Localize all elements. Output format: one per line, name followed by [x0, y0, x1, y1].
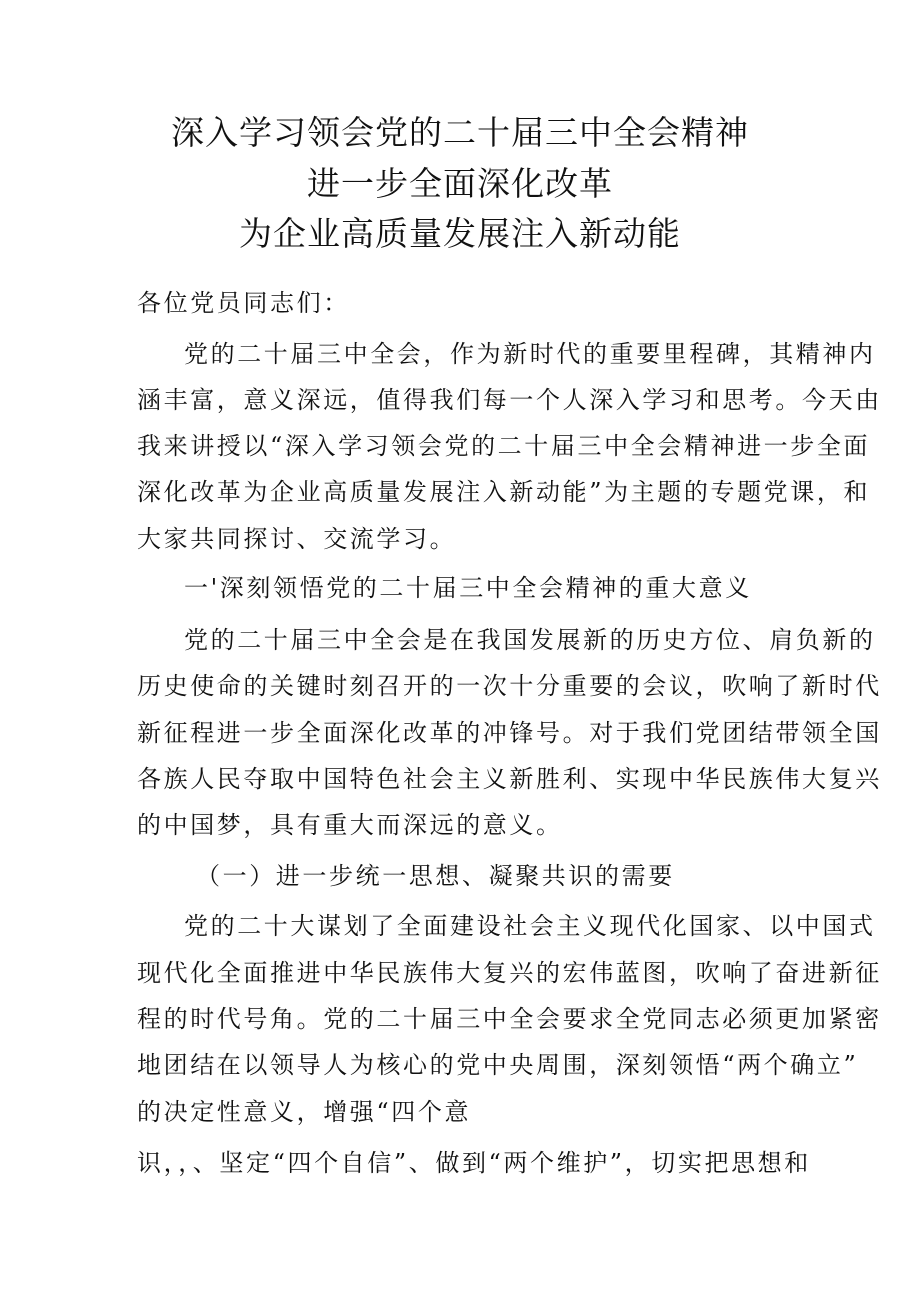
paragraph-line: 党的二十大谋划了全面建设社会主义现代化国家、以中国式	[184, 912, 876, 940]
paragraph-line: 我来讲授以“深入学习领会党的二十届三中全会精神进一步全面	[137, 432, 871, 460]
paragraph-line: 识，，、坚定“四个自信”、做到“两个维护”，切实把思想和	[137, 1149, 811, 1177]
paragraph-line: 地团结在以领导人为核心的党中央周围，深刻领悟“两个确立”	[137, 1051, 859, 1079]
paragraph-line: 涵丰富，意义深远，值得我们每一个人深入学习和思考。今天由	[137, 386, 882, 414]
paragraph-line: 深化改革为企业高质量发展注入新动能”为主题的专题党课，和	[137, 478, 871, 506]
paragraph-line: 的决定性意义，增强“四个意	[137, 1098, 472, 1126]
paragraph-line: 各族人民夺取中国特色社会主义新胜利、实现中华民族伟大复兴	[137, 765, 882, 793]
paragraph-line: 程的时代号角。党的二十届三中全会要求全党同志必须更加紧密	[137, 1005, 882, 1033]
section-heading: 一'深刻领悟党的二十届三中全会精神的重大意义	[184, 574, 752, 602]
title-line-1: 深入学习领会党的二十届三中全会精神	[171, 113, 749, 152]
paragraph-line: 新征程进一步全面深化改革的冲锋号。对于我们党团结带领全国	[137, 719, 882, 747]
paragraph-line: 党的二十届三中全会是在我国发展新的历史方位、肩负新的	[184, 626, 876, 654]
paragraph-line: 的中国梦，具有重大而深远的意义。	[137, 811, 563, 839]
paragraph-line: 现代化全面推进中华民族伟大复兴的宏伟蓝图，吹响了奋进新征	[137, 959, 882, 987]
title-line-3: 为企业高质量发展注入新动能	[239, 214, 681, 253]
paragraph-line: 历史使命的关键时刻召开的一次十分重要的会议，吹响了新时代	[137, 672, 882, 700]
salutation: 各位党员同志们：	[137, 289, 350, 317]
paragraph-line: 大家共同探讨、交流学习。	[137, 525, 457, 553]
title-line-2: 进一步全面深化改革	[307, 164, 613, 203]
paragraph-line: 党的二十届三中全会，作为新时代的重要里程碑，其精神内	[184, 340, 876, 368]
subsection-heading: （一）进一步统一思想、凝聚共识的需要	[196, 862, 675, 890]
